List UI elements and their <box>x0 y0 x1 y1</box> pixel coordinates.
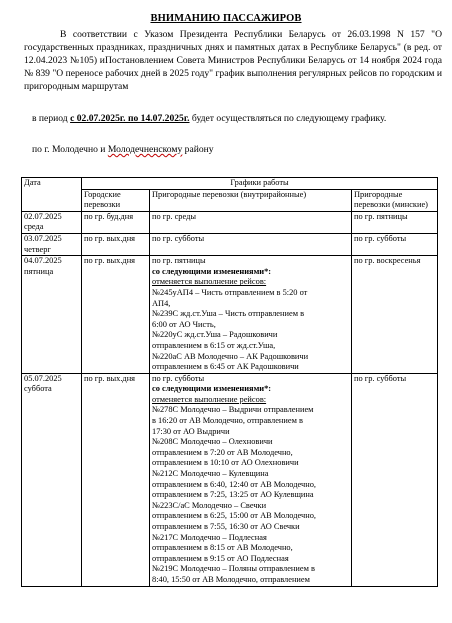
date-value: 02.07.2025 <box>24 211 62 221</box>
suburban-line: №212С Молодечно – Кулевщина <box>152 469 269 479</box>
suburban-line: №219С Молодечно – Поляны отправлением в <box>152 564 315 574</box>
suburban-line: отправлением в 6:25, 15:00 от АВ Молодечно, <box>152 511 316 521</box>
header-group: Графики работы <box>82 178 438 190</box>
day-value: пятница <box>24 266 54 276</box>
city-cell: по гр. вых.дня <box>82 233 150 255</box>
header-date: Дата <box>22 178 82 212</box>
table-body <box>22 211 438 586</box>
minsk-cell: по гр. воскресенья <box>352 256 438 374</box>
suburban-line: АП4, <box>152 298 171 308</box>
header-minsk: Пригородные перевозки (минские) <box>352 189 438 211</box>
date-cell <box>22 373 82 586</box>
suburban-cell <box>150 233 352 255</box>
changes-heading: со следующими изменениями*: <box>152 266 272 276</box>
suburban-line: №239С жд.ст.Уша – Чисть отправлением в <box>152 309 305 319</box>
page-bottom-margin <box>0 612 452 623</box>
header-city: Городские перевозки <box>82 189 150 211</box>
document-title: ВНИМАНИЮ ПАССАЖИРОВ <box>150 13 302 24</box>
date-cell <box>22 256 82 374</box>
region-suffix: району <box>182 144 214 155</box>
period-range: с 02.07.2025г. по 14.07.2025г. <box>70 113 190 124</box>
period-paragraph <box>24 112 442 125</box>
table-subheader-row <box>22 189 438 211</box>
table-row <box>22 211 438 233</box>
date-value: 03.07.2025 <box>24 233 62 243</box>
suburban-head: по гр. субботы <box>152 373 205 383</box>
table-row <box>22 233 438 255</box>
suburban-line: №278С Молодечно – Выдричи отправлением <box>152 405 314 415</box>
header-suburban: Пригородные перевозки (внутрирайонные) <box>150 189 352 211</box>
suburban-line: по гр. субботы <box>152 233 205 243</box>
day-value: суббота <box>24 384 52 394</box>
suburban-line: отправлением в 7:20 от АВ Молодечно, <box>152 447 293 457</box>
suburban-line: №220аС АВ Молодечно – АК Радошковичи <box>152 351 309 361</box>
minsk-cell: по гр. субботы <box>352 373 438 586</box>
suburban-line: отправлением в 6:45 от АК Радошковичи <box>152 362 299 372</box>
minsk-cell: по гр. пятницы <box>352 211 438 233</box>
intro-text: В соответствии с Указом Президента Республики Беларусь от 26.03.1998 N 157 "О государственных праздниках, праздничных днях и памятных датах в Республике Беларусь" (в ред. от 12.04.2023 №105) иПостановлением Совета Министров Республики Беларусь от 14 ноября 2024 года № 839 "О переносе рабочих дней в 2025 году" график выполнения регулярных рейсов по городским и пригородным маршрутам <box>24 29 442 93</box>
suburban-line: №220уС жд.ст.Уша – Радошковичи <box>152 330 278 340</box>
date-value: 05.07.2025 <box>24 373 62 383</box>
intro-paragraph <box>24 28 442 93</box>
table-row <box>22 373 438 586</box>
region-underlined: Молодечненскому <box>107 144 183 155</box>
suburban-line: 8:40, 15:50 от АВ Молодечно, отправлением <box>152 574 310 584</box>
table-header-row <box>22 178 438 190</box>
minsk-cell: по гр. субботы <box>352 233 438 255</box>
changes-heading: со следующими изменениями*: <box>152 384 272 394</box>
suburban-cell <box>150 211 352 233</box>
suburban-line: №208С Молодечно – Олехновичи <box>152 437 273 447</box>
date-cell <box>22 233 82 255</box>
suburban-line: №245уАП4 – Чисть отправлением в 5:20 от <box>152 287 308 297</box>
suburban-line: №223С/аС Молодечно – Свечки <box>152 500 267 510</box>
day-value: среда <box>24 222 44 232</box>
suburban-line: отправлением в 6:40, 12:40 от АВ Молодечно, <box>152 479 316 489</box>
date-value: 04.07.2025 <box>24 256 62 266</box>
suburban-line: 17:30 от АО Выдричи <box>152 426 230 436</box>
region-prefix: по г. Молодечно и <box>32 144 108 155</box>
suburban-line: отправлением в 8:15 от АВ Молодечно, <box>152 543 293 553</box>
cancel-heading: отменяется выполнение рейсов: <box>152 277 267 287</box>
day-value: четверг <box>24 244 51 254</box>
suburban-cell <box>150 373 352 586</box>
cancel-heading: отменяется выполнение рейсов: <box>152 394 267 404</box>
suburban-line: отправлением в 7:55, 16:30 от АО Свечки <box>152 522 300 531</box>
schedule-table <box>21 177 438 587</box>
suburban-line: отправлением в 6:15 от жд.ст.Уша, <box>152 340 276 350</box>
suburban-line: отправлением в 7:25, 13:25 от АО Кулевщина <box>152 490 314 500</box>
suburban-line: в 16:20 от АВ Молодечно, отправлением в <box>152 416 303 426</box>
city-cell: по гр. буд.дня <box>82 211 150 233</box>
period-prefix: в период <box>32 113 71 124</box>
suburban-cell <box>150 256 352 374</box>
suburban-line: 6:00 от АО Чисть, <box>152 319 216 329</box>
suburban-head: по гр. пятницы <box>152 256 206 266</box>
suburban-line: отправлением в 9:15 от АО Подлесная <box>152 553 289 563</box>
period-suffix: будет осуществляться по следующему графику. <box>189 113 387 124</box>
suburban-line: №217С Молодечно – Подлесная <box>152 532 267 542</box>
table-row <box>22 256 438 374</box>
region-line <box>32 143 432 156</box>
suburban-line: по гр. среды <box>152 211 196 221</box>
date-cell <box>22 211 82 233</box>
city-cell: по гр. вых.дня <box>82 373 150 586</box>
suburban-line: отправлением в 10:10 от АО Олехновичи <box>152 458 299 468</box>
city-cell: по гр. вых.дня <box>82 256 150 374</box>
